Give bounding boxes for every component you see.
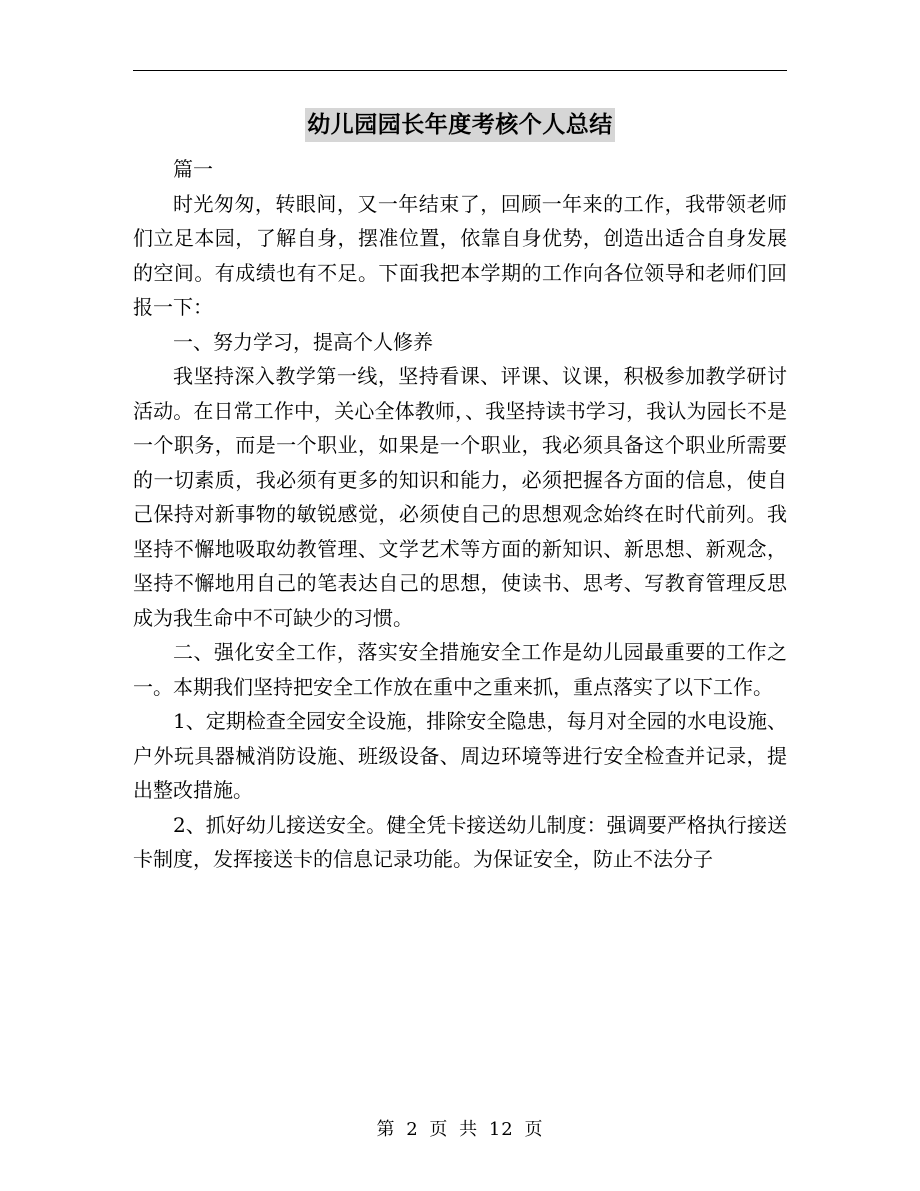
- paragraph: 二、强化安全工作，落实安全措施安全工作是幼儿园最重要的工作之一。本期我们坚持把安全工作放在重中之重来抓，重点落实了以下工作。: [133, 640, 787, 699]
- paragraph: 我坚持深入教学第一线，坚持看课、评课、议课，积极参加教学研讨活动。在日常工作中，关心全体教师，、我坚持读书学习，我认为园长不是一个职务，而是一个职业，如果是一个职业，我必须具备这个职业所需要的一切素质，我必须有更多的知识和能力，必须把握各方面的信息，使自己保持对新事物的敏锐感觉，必须使自己的思想观念始终在时代前列。我坚持不懈地吸取幼教管理、文学艺术等方面的新知识、新思想、新观念，坚持不懈地用自己的笔表达自己的思想，使读书、思考、写教育管理反思成为我生命中不可缺少的习惯。: [133, 364, 787, 630]
- paragraph: 2、抓好幼儿接送安全。健全凭卡接送幼儿制度：强调要严格执行接送卡制度，发挥接送卡的信息记录功能。为保证安全，防止不法分子: [133, 812, 787, 871]
- document-body: [133, 152, 787, 877]
- section-heading: 一、努力学习，提高个人修养: [173, 329, 433, 354]
- title-container: [0, 108, 920, 142]
- document-title: 幼儿园园长年度考核个人总结: [305, 108, 615, 142]
- paragraph: 1、定期检查全园安全设施，排除安全隐患，每月对全园的水电设施、户外玩具器械消防设施、班级设备、周边环境等进行安全检查并记录，提出整改措施。: [133, 709, 787, 802]
- page-footer: [0, 1115, 920, 1141]
- page-number-label: 第 2 页 共 12 页: [376, 1119, 544, 1140]
- section-label: 篇一: [173, 157, 213, 181]
- header-rule: [133, 70, 787, 71]
- paragraph: 时光匆匆，转眼间，又一年结束了，回顾一年来的工作，我带领老师们立足本园，了解自身，摆准位置，依靠自身优势，创造出适合自身发展的空间。有成绩也有不足。下面我把本学期的工作向各位领导和老师们回报一下：: [133, 191, 787, 319]
